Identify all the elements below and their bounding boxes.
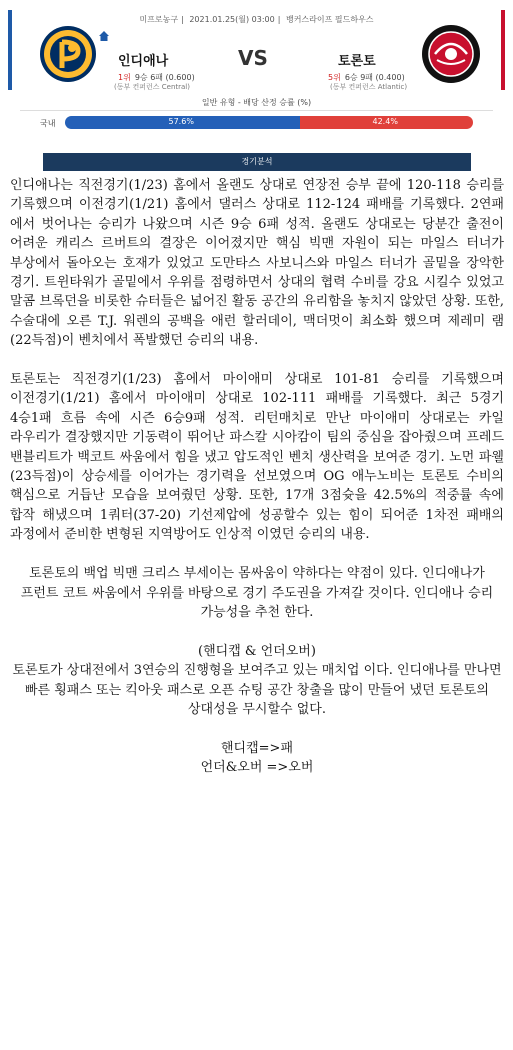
home-rank: 1위 (118, 73, 131, 82)
probability-label: 국내 (40, 119, 56, 128)
match-datetime: 2021.01.25(월) 03:00 (189, 15, 275, 24)
away-probability-text: 42.4% (372, 117, 398, 126)
handicap-paragraph: 토론토가 상대전에서 3연승의 진행형을 보여주고 있는 매치업 이다. 인디애나를 만나면 빠른 횡패스 또는 킥아웃 패스로 오픈 슈팅 공간 창출을 많이 만들어 냈던 토론토의 상대성을 무시할수 없다. (12, 663, 502, 717)
home-conference: (동부 컨퍼런스 Central) (114, 83, 190, 91)
vs-label: VS (238, 46, 268, 70)
probability-bar (65, 116, 473, 129)
away-rank: 5위 (328, 73, 341, 82)
analysis-paragraph-summary: 토론토의 백업 빅맨 크리스 부세이는 몸싸움이 약하다는 약점이 있다. 인디애나가 프런트 코트 싸움에서 우위를 바탕으로 경기 주도권을 가져갈 것이다. 인디애나 승리 가능성을 추천 한다. (20, 566, 494, 620)
league-label: 미프로농구 (139, 15, 179, 24)
home-probability-text: 57.6% (168, 117, 194, 126)
divider (20, 110, 493, 111)
analysis-paragraph-away: 토론토는 직전경기(1/23) 홈에서 마이애미 상대로 101-81 승리를 기록했으며 이전경기(1/21) 홈에서 마이애미 상대로 102-111 패배를 기록했다. 최근 5경기 4승1패 흐름 속에 시즌 6승9패 성적. 리턴매치로 만난 마이애미 상대로는 카일 라우리가 결장했지만 기동력이 뛰어난 파스칼 시아캄이 팀의 중심을 잡아줬으며 프레드 밴블리트가 백코트 싸움에서 힘을 냈고 압도적인 벤치 생산력을 보여준 경기. 노먼 파웰(23득점)이 상승세를 이어가는 경기력을 선보였으며 OG 애누노비는 토론토 수비의 핵심으로 거듭난 모습을 보여줬던 상황. 또한, 17개 3점슛을 42.5%의 적중률 속에 합작 해냈으며 1쿼터(37-20) 기선제압에 성공할수 있는 힘이 되어준 1차전 패배의 과정에서 준비한 변형된 지역방어도 인상적 이였던 승리의 내용. (10, 372, 504, 543)
away-record-text: 6승 9패 (0.400) (344, 73, 405, 82)
match-header (0, 0, 513, 100)
home-icon (98, 30, 110, 42)
analysis-article (10, 176, 504, 797)
home-record-text: 9승 6패 (0.600) (134, 73, 195, 82)
pick-handicap: 핸디캡=>패 (220, 740, 294, 756)
toronto-raptors-logo (421, 24, 481, 84)
section-title: 경기분석 (43, 153, 471, 171)
handicap-title: (핸디캡 & 언더오버) (198, 643, 316, 659)
pick-underover: 언더&오버 =>오버 (200, 760, 314, 776)
analysis-paragraph-home: 인디애나는 직전경기(1/23) 홈에서 올랜도 상대로 연장전 승부 끝에 120-118 승리를 기록했으며 이전경기(1/21) 홈에서 댈러스 상대로 112-124 패배를 기록했다. 2연패 에서 벗어나는 승리가 나왔으며 시즌 9승 6패 성적. 올랜도 상대로는 당분간 출전이 어려운 캐리스 르버트의 결장은 이어졌지만 핵심 빅맨 자원이 되는 마일스 터너가 부상에서 돌아오는 호재가 있었고 도만타스 사보니스와 마일스 터너가 골밑을 장악한 경기. 트윈타워가 골밑에서 우위를 점령하면서 상대의 협력 수비를 강요 시킬수 있었고 말콤 브록던을 비롯한 슈터들은 넓어진 활동 공간의 유리함을 놓치지 않았던 상황. 또한, 수술대에 오른 T.J. 워렌의 공백을 애런 할러데이, 맥더멋이 최소화 했으며 제레미 램(22득점)이 벤치에서 폭발했던 승리의 내용. (10, 178, 504, 349)
home-team-name: 인디애나 (118, 54, 169, 69)
away-conference: (동부 컨퍼런스 Atlantic) (330, 83, 408, 91)
probability-subtitle: 일반 유형 - 배당 산정 승률 (%) (201, 98, 312, 107)
venue-label: 뱅커스라이프 필드하우스 (285, 15, 374, 24)
away-team-name: 토론토 (338, 54, 376, 69)
indiana-pacers-logo (38, 24, 98, 84)
match-meta: 미프로농구 | 2021.01.25(월) 03:00 | 뱅커스라이프 필드하우스 (139, 15, 374, 24)
